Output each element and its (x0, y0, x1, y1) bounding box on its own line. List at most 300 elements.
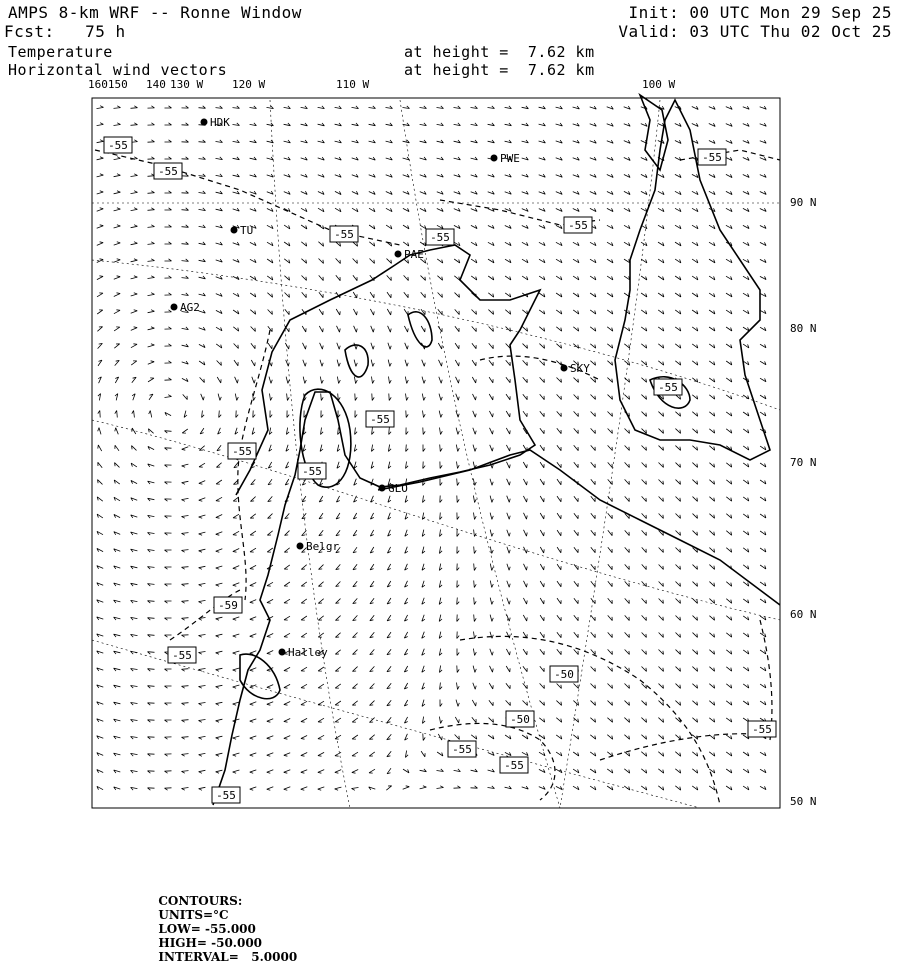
wind-vector (404, 309, 408, 315)
wind-vector (488, 769, 495, 772)
wind-vector (726, 225, 732, 228)
wind-vector (335, 616, 340, 621)
wind-vector (423, 445, 425, 452)
wind-vector (506, 360, 511, 365)
wind-vector (250, 208, 256, 211)
wind-vector (268, 343, 272, 349)
wind-vector (216, 497, 222, 501)
wind-vector (709, 225, 715, 229)
wind-vector (726, 769, 732, 773)
wind-vector (474, 547, 477, 554)
wind-vector (726, 616, 731, 621)
wind-vector (403, 225, 409, 229)
wind-vector (199, 463, 205, 467)
wind-vector (591, 564, 595, 570)
wind-vector (97, 225, 104, 229)
wind-vector (165, 465, 172, 467)
forecast-hour: Fcst: 75 h (4, 22, 126, 41)
contour-label (426, 229, 454, 245)
wind-vector (318, 735, 324, 739)
wind-vector (642, 615, 647, 620)
wind-vector (97, 276, 103, 280)
wind-vector (422, 394, 425, 401)
wind-vector (659, 446, 664, 451)
wind-vector (132, 428, 136, 434)
wind-vector (522, 242, 528, 245)
wind-vector (642, 633, 647, 638)
wind-vector (490, 581, 493, 588)
wind-vector (370, 666, 375, 671)
wind-vector (284, 667, 290, 671)
wind-vector (318, 582, 323, 587)
wind-vector (471, 140, 478, 143)
wind-vector (270, 394, 273, 401)
wind-vector (437, 157, 444, 160)
wind-vector (454, 276, 459, 280)
wind-vector (199, 635, 206, 638)
wind-vector (591, 479, 595, 484)
wind-vector (250, 565, 256, 569)
wind-vector (165, 395, 172, 398)
wind-vector (199, 327, 206, 330)
wind-vector (641, 276, 647, 280)
wind-vector (369, 769, 375, 773)
wind-vector (557, 684, 562, 689)
wind-vector (97, 242, 103, 246)
wind-vector (320, 360, 323, 367)
wind-vector (165, 618, 172, 620)
wind-vector (165, 550, 172, 552)
wind-vector (726, 786, 732, 790)
wind-vector (98, 480, 103, 485)
wind-vector (709, 123, 715, 126)
wind-vector (456, 411, 459, 418)
wind-vector (472, 700, 476, 706)
wind-vector (301, 208, 307, 211)
wind-vector (556, 786, 562, 789)
wind-vector (556, 191, 562, 194)
wind-vector (726, 140, 732, 143)
wind-vector (420, 123, 427, 126)
wind-vector (437, 259, 443, 263)
wind-vector (336, 496, 339, 502)
wind-vector (131, 480, 137, 483)
wind-vector (642, 412, 647, 417)
wind-vector (676, 565, 681, 570)
wind-vector (709, 106, 715, 109)
wind-vector (286, 360, 290, 366)
wind-vector (286, 462, 289, 468)
wind-vector (692, 378, 697, 382)
wind-vector (540, 564, 544, 570)
wind-vector (557, 496, 561, 502)
wind-vector (233, 634, 240, 637)
wind-vector (250, 106, 257, 109)
wind-vector (574, 598, 578, 604)
wind-vector (709, 514, 714, 519)
wind-vector (233, 191, 240, 194)
wind-vector (182, 293, 189, 296)
wind-vector (624, 225, 630, 228)
wind-vector (439, 581, 442, 588)
wind-vector (658, 718, 663, 723)
wind-vector (182, 703, 189, 706)
wind-vector (726, 344, 732, 348)
wind-vector (641, 361, 646, 366)
wind-vector (726, 327, 732, 331)
wind-vector (131, 532, 138, 535)
wind-vector (353, 309, 357, 315)
lat-label-70n: 70 N (790, 456, 817, 469)
wind-vector (574, 530, 578, 536)
wind-vector (760, 225, 766, 228)
wind-vector (302, 530, 307, 535)
wind-vector (268, 514, 273, 519)
field1-name: Temperature (8, 43, 113, 61)
wind-vector (437, 752, 443, 756)
wind-vector (760, 327, 766, 331)
wind-vector (148, 106, 155, 108)
wind-vector (267, 259, 273, 263)
contour-label (212, 787, 240, 803)
wind-vector (286, 377, 289, 384)
wind-vector (320, 377, 323, 384)
wind-vector (556, 174, 563, 177)
wind-vector (658, 225, 664, 229)
wind-vector (573, 752, 579, 756)
wind-vector (760, 412, 766, 416)
contour-label (366, 411, 394, 427)
wind-vector (743, 106, 749, 109)
wind-vector (337, 360, 340, 367)
wind-vector (371, 326, 375, 332)
wind-vector (522, 208, 528, 211)
wind-vector (743, 582, 749, 586)
wind-vector (557, 649, 561, 654)
wind-vector (236, 411, 238, 418)
wind-vector (404, 632, 407, 638)
wind-vector (709, 361, 715, 365)
wind-vector (148, 276, 155, 279)
wind-vector (182, 601, 189, 604)
contour-label (698, 149, 726, 165)
wind-vector (98, 462, 102, 468)
wind-vector (574, 462, 578, 467)
wind-vector (437, 786, 444, 789)
wind-vector (726, 412, 732, 416)
wind-vector (165, 276, 172, 278)
wind-vector (522, 786, 529, 789)
wind-vector (692, 752, 697, 756)
wind-vector (216, 259, 223, 262)
wind-vector (591, 513, 595, 518)
wind-vector (267, 123, 274, 126)
wind-vector (267, 242, 273, 246)
wind-vector (131, 276, 138, 279)
wind-vector (641, 327, 647, 331)
wind-vector (301, 140, 308, 143)
wind-vector (335, 667, 340, 671)
wind-vector (540, 581, 544, 587)
wind-vector (488, 735, 494, 739)
wind-vector (743, 225, 749, 228)
wind-vector (302, 496, 306, 502)
wind-vector (743, 548, 749, 552)
wind-vector (726, 701, 732, 705)
svg-text:-55: -55 (658, 381, 678, 394)
wind-vector (726, 123, 732, 126)
wind-vector (556, 718, 561, 723)
wind-vector (267, 548, 273, 552)
wind-vector (624, 752, 629, 756)
wind-vector (115, 428, 119, 435)
wind-vector (318, 140, 325, 143)
wind-vector (608, 429, 613, 434)
wind-vector (284, 565, 290, 569)
wind-vector (709, 531, 714, 536)
wind-vector (423, 734, 425, 741)
wind-vector (318, 123, 325, 126)
wind-vector (440, 700, 442, 707)
wind-vector (760, 242, 766, 245)
wind-vector (165, 259, 172, 261)
wind-vector (439, 377, 442, 384)
wind-vector (760, 344, 766, 348)
wind-vector (539, 174, 546, 177)
wind-vector (573, 293, 579, 297)
wind-vector (216, 668, 223, 671)
wind-vector (182, 276, 189, 279)
wind-vector (250, 600, 256, 604)
wind-vector (573, 259, 579, 263)
wind-vector (625, 479, 630, 484)
wind-vector (97, 514, 103, 518)
wind-vector (335, 701, 341, 705)
wind-vector (539, 157, 546, 160)
wind-vector (131, 327, 137, 331)
wind-vector (388, 360, 391, 367)
wind-vector (369, 735, 374, 740)
wind-vector (423, 462, 425, 469)
wind-vector (455, 309, 460, 314)
wind-vector (455, 717, 459, 723)
wind-vector (743, 633, 749, 637)
wind-vector (131, 686, 138, 689)
wind-vector (148, 567, 155, 570)
station-sky (561, 362, 591, 375)
wind-vector (97, 293, 103, 297)
wind-vector (182, 327, 189, 330)
svg-text:-55: -55 (370, 413, 390, 426)
wind-vector (233, 753, 240, 756)
wind-vector (182, 447, 189, 451)
wind-vector (523, 411, 527, 417)
wind-vector (148, 498, 155, 501)
wind-vector (97, 327, 102, 332)
wind-vector (608, 615, 613, 620)
wind-vector (319, 259, 324, 264)
wind-vector (726, 582, 731, 587)
wind-vector (522, 191, 529, 194)
wind-vector (251, 327, 256, 332)
wind-vector (216, 140, 223, 143)
wind-vector (607, 157, 613, 160)
wind-vector (369, 752, 375, 756)
wind-vector (573, 786, 579, 790)
wind-vector (760, 667, 766, 671)
wind-vector (369, 140, 376, 143)
wind-vector (250, 174, 257, 177)
wind-vector (658, 786, 663, 790)
wind-vector (371, 496, 374, 502)
wind-vector (114, 123, 121, 126)
wind-vector (216, 583, 223, 586)
wind-vector (199, 532, 206, 535)
wind-vector (318, 633, 324, 637)
wind-vector (423, 411, 426, 418)
wind-vector (490, 513, 493, 520)
wind-vector (97, 531, 103, 534)
wind-vector (216, 617, 223, 620)
wind-vector (421, 751, 425, 757)
wind-vector (250, 276, 256, 280)
wind-vector (250, 617, 256, 621)
contour-label (564, 217, 592, 233)
wind-vector (97, 174, 104, 177)
wind-vector (607, 174, 613, 177)
wind-vector (472, 343, 476, 349)
wind-vector (320, 445, 323, 452)
wind-vector (743, 616, 749, 620)
wind-vector (474, 564, 477, 571)
wind-vector (607, 293, 613, 297)
wind-vector (148, 533, 155, 536)
wind-vector (114, 532, 120, 535)
wind-vector (114, 583, 121, 586)
wind-vector (641, 191, 647, 194)
wind-vector (284, 753, 290, 757)
wind-vector (182, 242, 189, 244)
wind-vector (726, 633, 731, 637)
wind-vector (233, 617, 240, 620)
wind-vector (591, 462, 596, 467)
wind-vector (692, 225, 698, 229)
wind-vector (557, 615, 561, 621)
wind-vector (659, 684, 664, 689)
wind-vector (148, 327, 155, 330)
wind-vector (607, 225, 613, 228)
wind-vector (302, 276, 307, 281)
wind-vector (148, 344, 155, 347)
wind-vector (760, 531, 766, 535)
svg-text:-55: -55 (216, 789, 236, 802)
wind-vector (471, 174, 478, 177)
wind-vector (252, 377, 255, 384)
wind-vector (352, 735, 358, 739)
wind-vector (505, 276, 511, 280)
wind-vector (216, 634, 223, 637)
wind-vector (182, 754, 189, 757)
wind-vector (523, 360, 528, 365)
wind-vector (182, 259, 189, 262)
wind-vector (522, 140, 529, 143)
wind-vector (488, 106, 495, 109)
wind-vector (165, 703, 172, 705)
wind-vector (233, 140, 240, 143)
wind-vector (148, 481, 155, 484)
wind-vector (607, 378, 612, 383)
wind-vector (250, 753, 257, 756)
wind-vector (284, 157, 291, 160)
wind-vector (457, 581, 459, 588)
wind-vector (267, 685, 273, 689)
wind-vector (471, 259, 477, 263)
lat-label-90n: 90 N (790, 196, 817, 209)
wind-vector (131, 753, 138, 756)
svg-text:-55: -55 (752, 723, 772, 736)
wind-vector (148, 123, 155, 125)
wind-vector (692, 361, 698, 365)
wind-vector (422, 598, 425, 605)
wind-vector (625, 446, 630, 451)
wind-vector (318, 787, 325, 790)
wind-vector (97, 770, 103, 773)
wind-vector (284, 736, 290, 740)
wind-vector (217, 445, 221, 451)
svg-text:-55: -55 (302, 465, 322, 478)
wind-vector (507, 632, 511, 638)
wind-vector (354, 479, 357, 486)
wind-vector (97, 617, 104, 620)
wind-vector (471, 123, 478, 126)
wind-vector (607, 769, 613, 773)
wind-vector (165, 412, 171, 415)
wind-vector (573, 123, 580, 126)
wind-vector (199, 652, 206, 655)
svg-text:-55: -55 (568, 219, 588, 232)
wind-vector (98, 343, 103, 348)
wind-vector (608, 530, 612, 535)
wind-vector (199, 174, 206, 177)
wind-vector (624, 735, 629, 740)
wind-vector (456, 377, 460, 383)
wind-vector (97, 719, 104, 722)
wind-vector (490, 666, 494, 672)
wind-vector (524, 513, 528, 519)
wind-vector (148, 157, 155, 159)
wind-vector (387, 632, 391, 638)
wind-vector (641, 208, 647, 211)
wind-vector (574, 445, 579, 450)
wind-vector (148, 652, 155, 655)
wind-vector (234, 462, 238, 467)
wind-vector (489, 411, 493, 417)
wind-vector (488, 276, 494, 280)
wind-vector (233, 685, 240, 688)
wind-vector (97, 651, 104, 654)
wind-vector (131, 361, 137, 365)
wind-vector (709, 752, 715, 756)
wind-vector (131, 174, 138, 177)
wind-vector (507, 462, 511, 468)
wind-vector (624, 106, 631, 109)
wind-vector (557, 394, 562, 399)
wind-vector (335, 650, 340, 654)
wind-vector (98, 411, 100, 418)
wind-vector (388, 513, 391, 520)
wind-vector (573, 208, 579, 211)
wind-vector (608, 395, 613, 400)
